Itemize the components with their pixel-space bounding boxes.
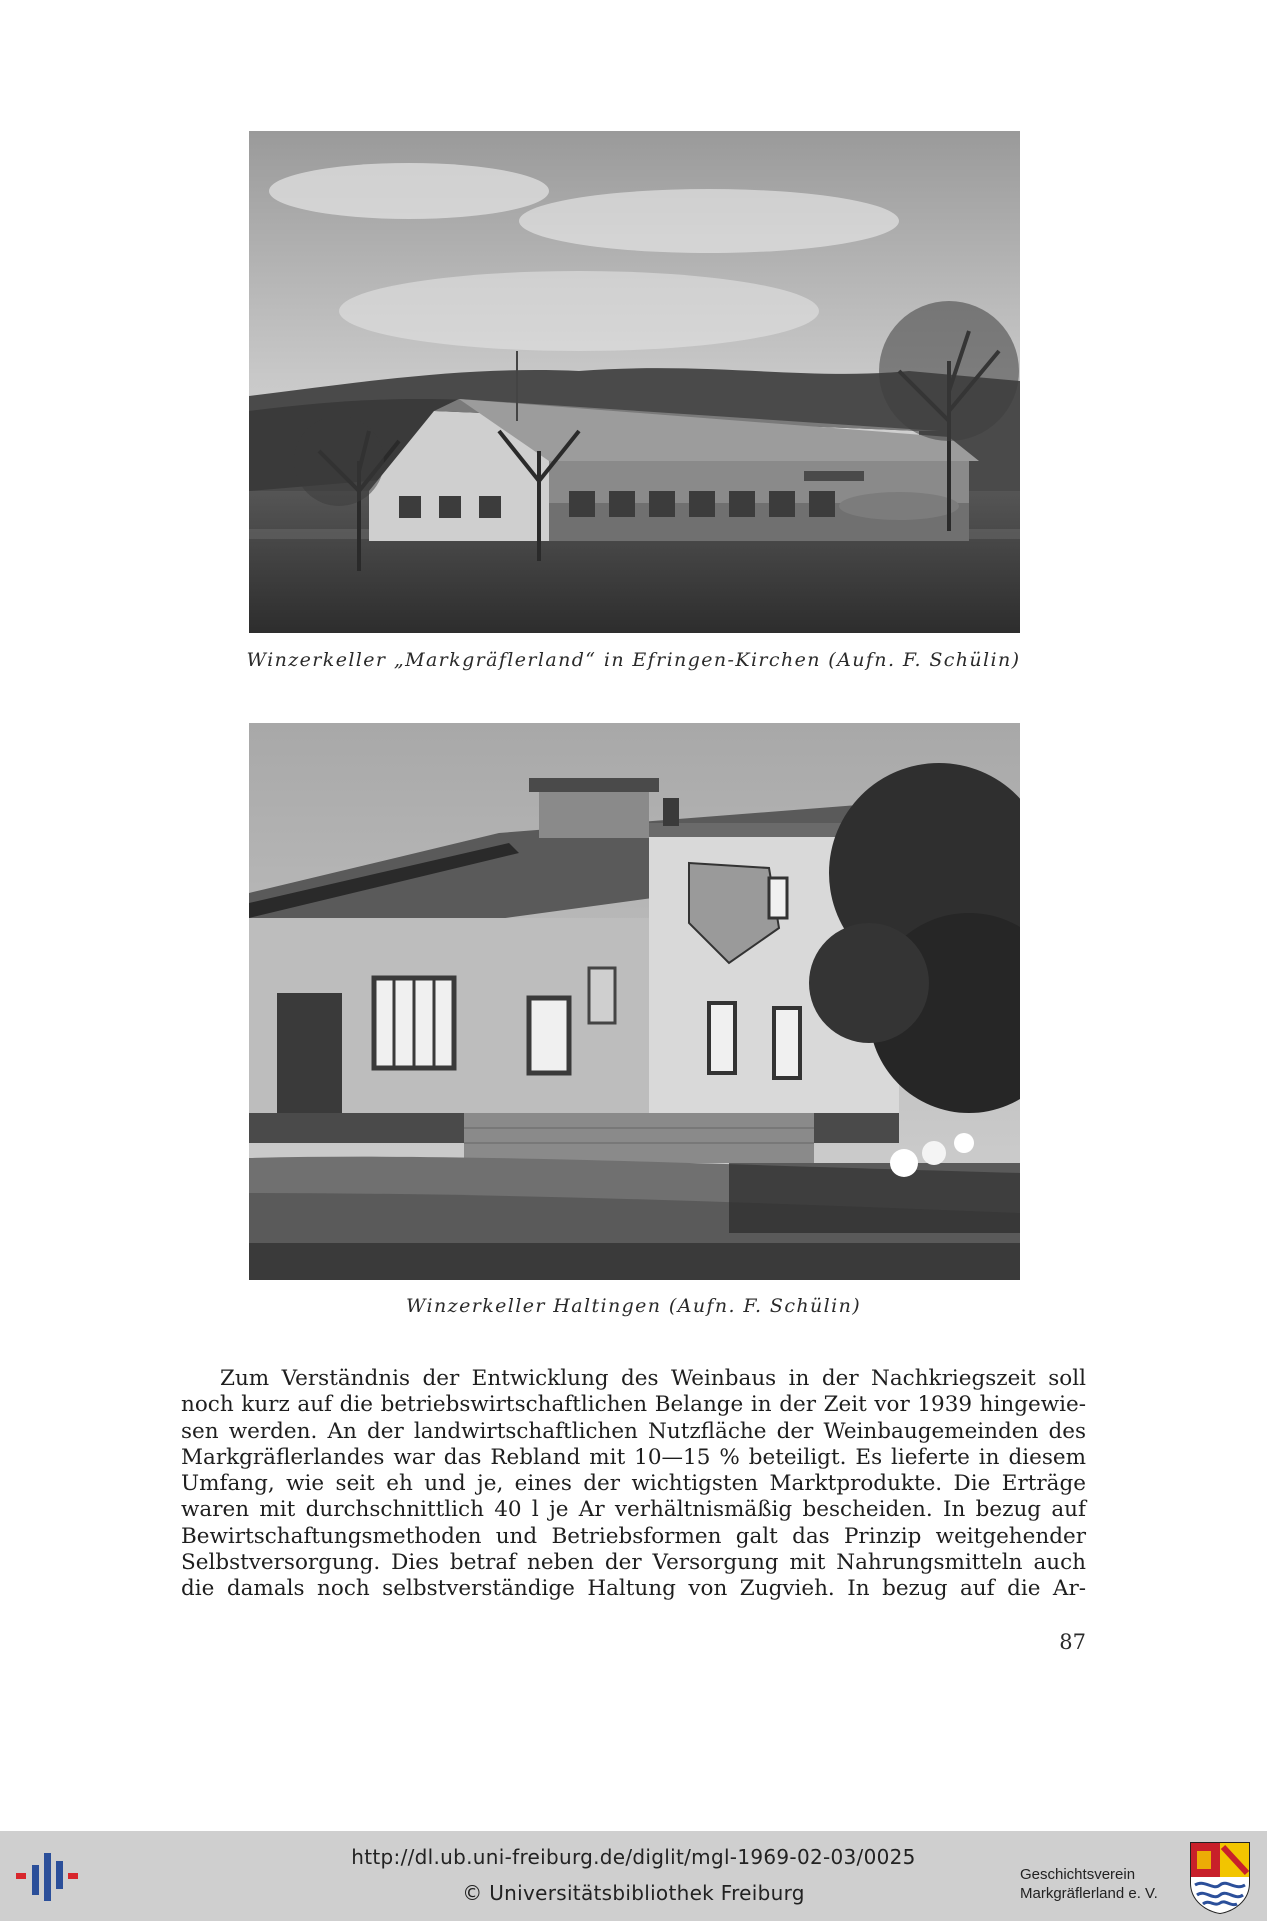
photo-winzerkeller-efringen-kirchen <box>249 131 1020 633</box>
body-line: Bewirtschaftungsmethoden und Betriebsformen galt das Prinzip weitgehender <box>181 1523 1086 1549</box>
photo-2-drawing <box>249 723 1020 1280</box>
society-name <box>1020 1865 1158 1903</box>
footer-copyright: © Universitätsbibliothek Freiburg <box>462 1881 805 1905</box>
society-name-line1: Geschichtsverein <box>1020 1866 1136 1883</box>
body-paragraph <box>181 1366 1086 1603</box>
page-number: 87 <box>1059 1630 1086 1654</box>
society-name-line2: Markgräflerland e. V. <box>1020 1885 1158 1902</box>
photo-winzerkeller-haltingen <box>249 723 1020 1280</box>
footer-url-link[interactable]: http://dl.ub.uni-freiburg.de/diglit/mgl-1969-02-03/0025 <box>351 1845 916 1869</box>
body-line: Zum Verständnis der Entwicklung des Weinbaus in der Nachkriegszeit soll <box>220 1366 1086 1391</box>
photo-1-drawing <box>249 131 1020 633</box>
body-line: die damals noch selbstverständige Haltung von Zugvieh. In bezug auf die Ar- <box>181 1576 1086 1602</box>
body-line: noch kurz auf die betriebswirtschaftlichen Belange in der Zeit vor 1939 hingewie- <box>181 1392 1086 1418</box>
figure-caption-efringen-kirchen: Winzerkeller „Markgräflerland“ in Efringen-Kirchen (Aufn. F. Schülin) <box>246 649 1021 671</box>
figure-caption-haltingen: Winzerkeller Haltingen (Aufn. F. Schülin) <box>405 1295 862 1317</box>
coat-of-arms-icon <box>1187 1839 1253 1915</box>
body-line: sen werden. An der landwirtschaftlichen Nutzfläche der Weinbaugemeinden des <box>181 1418 1086 1444</box>
footer-bar <box>0 1831 1267 1921</box>
body-line: Selbstversorgung. Dies betraf neben der Versorgung mit Nahrungsmitteln auch <box>181 1550 1086 1576</box>
body-line: Umfang, wie seit eh und je, eines der wichtigsten Marktprodukte. Die Erträge <box>181 1471 1086 1497</box>
body-line: waren mit durchschnittlich 40 l je Ar verhältnismäßig bescheiden. In bezug auf <box>181 1497 1086 1523</box>
body-line: Markgräflerlandes war das Rebland mit 10—15 % beteiligt. Es lieferte in diesem <box>181 1444 1086 1470</box>
